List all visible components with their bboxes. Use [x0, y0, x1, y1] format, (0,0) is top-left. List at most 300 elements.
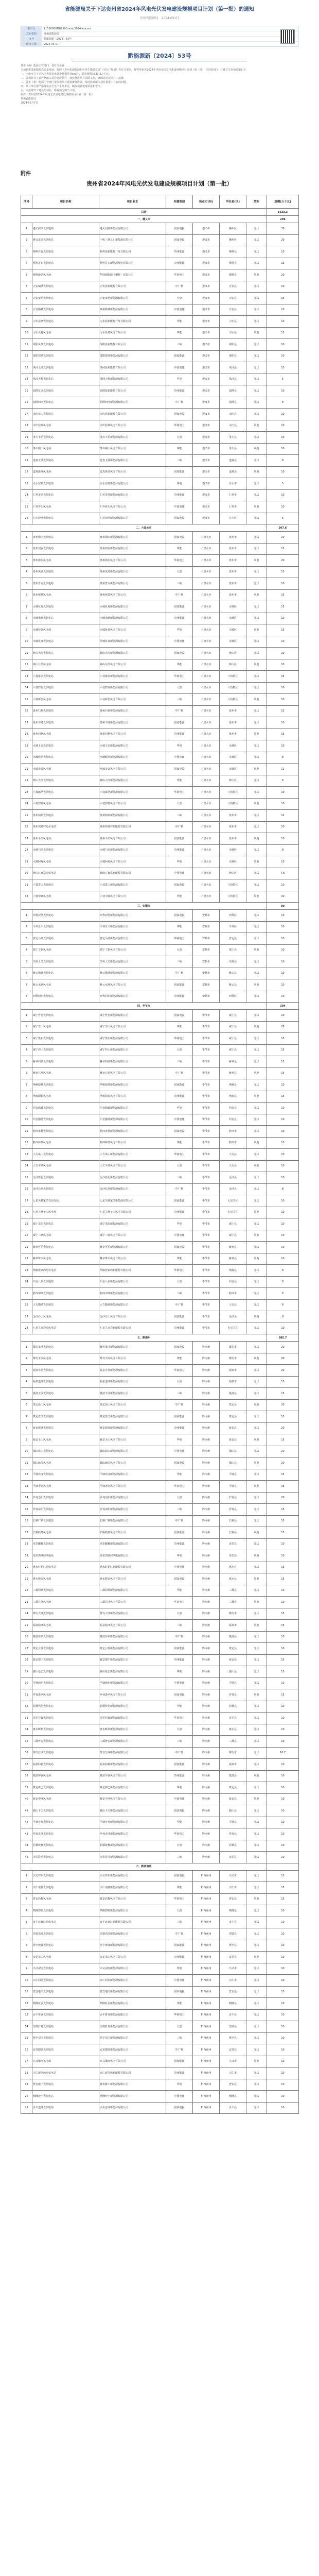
table-cell: 12	[267, 810, 299, 822]
table-cell: 赫章妈姑新能源有限公司	[99, 1056, 166, 1068]
table-cell: 35	[21, 1736, 32, 1748]
table-cell: 威宁哲觉光伏电站	[32, 1010, 99, 1022]
table-cell: 盘州英武新能源有限公司	[99, 566, 166, 578]
table-cell: 21	[21, 1573, 32, 1585]
table-cell: 威宁二塘风电有限公司	[99, 1230, 166, 1242]
table-cell: 8	[21, 304, 32, 316]
table-cell: 国家电投	[166, 879, 193, 891]
table-cell: 中国电建	[166, 2091, 193, 2103]
table-cell: 瓮安玉山风电场	[32, 1434, 99, 1446]
table-cell: 普安楼下新能源有限公司	[99, 2079, 166, 2091]
table-row	[21, 787, 299, 799]
table-cell: 黔南州	[193, 1446, 220, 1458]
table-row	[21, 694, 299, 706]
table-cell: 10	[267, 944, 299, 956]
table-cell: 惠水断杉光伏电站	[32, 1724, 99, 1736]
table-cell: 瓮安县	[220, 1434, 246, 1446]
table-cell: 中广核	[166, 968, 193, 979]
table-cell: 瓮安中坪风电场	[32, 1793, 99, 1805]
table-cell: 国家能源	[166, 466, 193, 478]
table-cell: 黔南州	[193, 1492, 220, 1504]
table-cell: 贵州能源	[166, 1323, 193, 1334]
table-cell: 光伏	[246, 1852, 267, 1863]
table-cell: 15	[267, 671, 299, 683]
table-cell: 七星关区	[220, 1323, 246, 1334]
table-cell: 三都县	[220, 1736, 246, 1748]
table-cell: 中广核	[166, 2044, 193, 2056]
qr-code-icon	[280, 29, 295, 44]
table-cell: 黔南州	[193, 1538, 220, 1550]
table-cell: 风电	[246, 798, 267, 810]
table-cell: 兴义泥凼新能源有限公司	[99, 1963, 166, 1975]
table-cell: 盘州市	[220, 810, 246, 822]
table-cell: 金沙岩孔新能源有限公司	[99, 1172, 166, 1184]
table-cell: 15	[267, 1091, 299, 1103]
table-cell: 光伏	[246, 2079, 267, 2091]
table-cell: 黔西南州	[193, 2032, 220, 2044]
table-cell: 大唐	[166, 2021, 193, 2033]
table-cell: 水城米箩新能源有限公司	[99, 613, 166, 624]
table-cell: 独山基长光伏电站	[32, 1666, 99, 1678]
table-row	[21, 1870, 299, 1882]
table-cell: 26	[21, 821, 32, 833]
table-cell: 10	[267, 1759, 299, 1771]
table-cell: 10	[21, 636, 32, 648]
table-cell: 10	[267, 648, 299, 659]
table-cell: 10	[267, 1905, 299, 1917]
table-cell: 8	[267, 844, 299, 856]
table-cell: 瓮安建中新能源有限公司	[99, 1654, 166, 1666]
table-cell: 大唐	[166, 1492, 193, 1504]
table-cell: 2	[21, 921, 32, 933]
table-cell: 国家能源	[166, 1940, 193, 1952]
table-cell: 10	[267, 1963, 299, 1975]
table-cell: 西秀区	[220, 910, 246, 922]
table-cell: 3	[21, 1365, 32, 1377]
table-cell: 福泉仙桥光伏电站	[32, 1759, 99, 1771]
table-cell: 龙里洗马光伏电站	[32, 1852, 99, 1863]
table-cell: 湄潭县新能源有限公司	[99, 385, 166, 397]
table-cell: 华电	[166, 478, 193, 490]
table-cell: 六枝特区	[220, 787, 246, 799]
table-cell: 10	[267, 910, 299, 922]
table-cell: 黔南州	[193, 1701, 220, 1713]
table-cell: 钟山区	[220, 648, 246, 659]
table-row	[21, 1376, 299, 1388]
table-cell: 国家电投	[166, 1242, 193, 1253]
table-cell: 威宁县	[220, 1010, 246, 1022]
table-cell: 威宁炉山光伏电站	[32, 1044, 99, 1056]
table-cell: 中国电建	[166, 501, 193, 513]
table-cell: 正安瑞溪光伏电站	[32, 281, 99, 293]
table-cell: 光伏	[246, 258, 267, 269]
table-cell: 毕节市	[193, 1323, 220, 1334]
table-cell: 光伏	[246, 455, 267, 467]
table-row	[21, 1067, 299, 1079]
table-cell: 长顺代化新能源有限公司	[99, 1701, 166, 1713]
table-cell: 15	[21, 385, 32, 397]
table-cell: 普安高棉风电有限公司	[99, 1893, 166, 1905]
table-cell: 龙里县	[220, 1852, 246, 1863]
table-row	[21, 1550, 299, 1562]
table-cell: 8	[21, 1091, 32, 1103]
table-cell: 大唐	[166, 1044, 193, 1056]
table-cell: 21	[21, 1242, 32, 1253]
table-cell: 威宁县	[220, 1230, 246, 1242]
table-row	[21, 1770, 299, 1782]
column-header: 类型	[246, 195, 267, 209]
table-cell: 惠水县	[220, 1562, 246, 1573]
table-cell: 福泉市	[220, 1365, 246, 1377]
table-cell: 福泉陆坪风电场	[32, 1620, 99, 1632]
table-row	[21, 443, 299, 455]
table-cell: 西秀旧州新能源有限公司	[99, 991, 166, 1003]
table-cell: 兴仁回龙新能源有限公司	[99, 1975, 166, 1987]
table-cell: 黔西林泉风电场	[32, 1137, 99, 1149]
table-cell: 30	[21, 868, 32, 879]
table-cell: 中广核	[166, 1299, 193, 1311]
table-cell: 纳雍县	[220, 1265, 246, 1277]
table-cell: 威宁炉山新能源有限公司	[99, 1044, 166, 1056]
table-cell: 盘州四格风电有限公司	[99, 728, 166, 740]
table-cell: 光伏	[246, 489, 267, 501]
table-cell: 10	[267, 281, 299, 293]
table-cell: 国家能源	[166, 601, 193, 613]
table-row	[21, 1666, 299, 1678]
table-cell: 钟山汪家寨光伏电站	[32, 868, 99, 879]
table-cell: 10	[267, 350, 299, 362]
table-cell: 赫章县	[220, 1242, 246, 1253]
table-cell: 水城勺米新能源有限公司	[99, 844, 166, 856]
table-cell: 威宁县	[220, 1021, 246, 1033]
table-cell: 33	[21, 1713, 32, 1724]
table-cell: 10	[267, 694, 299, 706]
table-cell: 华润电力	[166, 269, 193, 281]
table-cell: 国家能源	[166, 1079, 193, 1091]
table-cell: 风电	[246, 1550, 267, 1562]
table-cell: 15	[267, 1067, 299, 1079]
table-cell: 贞丰县	[220, 2009, 246, 2021]
table-cell: 黔西南州	[193, 2009, 220, 2021]
table-cell: 风电	[246, 1021, 267, 1033]
table-cell: 4	[21, 1376, 32, 1388]
table-cell: 威宁黑石光伏电站	[32, 1033, 99, 1045]
table-cell: 10	[267, 2067, 299, 2079]
table-cell: 13	[21, 1149, 32, 1161]
table-cell: 光伏	[246, 234, 267, 246]
table-cell: 正安县	[220, 293, 246, 304]
table-cell: 盘州市	[220, 555, 246, 567]
table-cell: 华能	[166, 659, 193, 671]
table-cell: 光伏	[246, 513, 267, 524]
table-cell: 荔波玉屏新能源有限公司	[99, 1388, 166, 1400]
table-cell: 10	[267, 304, 299, 316]
table-cell: 六枝落别光伏电站	[32, 671, 99, 683]
table-row	[21, 1126, 299, 1138]
table-cell: 2	[21, 1021, 32, 1033]
table-row	[21, 659, 299, 671]
table-cell: 10	[267, 420, 299, 432]
table-cell: 10	[267, 2056, 299, 2067]
table-cell: 汇川区	[220, 513, 246, 524]
table-cell: 15	[21, 694, 32, 706]
table-row	[21, 1817, 299, 1828]
table-cell: 华润电力	[166, 1597, 193, 1608]
table-cell: 钟山汪家寨新能源有限公司	[99, 868, 166, 879]
table-cell: 湄潭复兴光伏电站	[32, 385, 99, 397]
table-cell: 华能	[166, 1469, 193, 1481]
notice-paragraph: 三、各市（州）能源主管部门要加强项目建设统筹协调，及时协调解决项目推进中存在的问题。	[21, 81, 129, 84]
table-cell: 大方县	[220, 1160, 246, 1172]
table-cell: 大唐	[166, 1905, 193, 1917]
table-cell: 毕节市	[193, 1126, 220, 1138]
table-row	[21, 223, 299, 235]
table-cell: 光伏	[246, 682, 267, 694]
table-row	[21, 1311, 299, 1323]
table-cell: 国家电投	[166, 409, 193, 420]
table-cell: 15	[267, 589, 299, 601]
table-cell: 黔西市	[220, 1288, 246, 1300]
table-cell: 遵义市	[193, 478, 220, 490]
table-cell: 六盘水市	[193, 833, 220, 845]
table-cell: 10	[267, 659, 299, 671]
table-cell: 织金县	[220, 1103, 246, 1114]
table-cell: 独山下司新能源有限公司	[99, 1805, 166, 1817]
table-cell: 14	[21, 682, 32, 694]
table-cell: 安龙德卧光伏电站	[32, 2044, 99, 2056]
table-row	[21, 798, 299, 810]
table-cell: 风电	[246, 728, 267, 740]
group-name: 五、黔南州	[21, 1334, 267, 1342]
table-cell: 惠水摆金风电有限公司	[99, 1573, 166, 1585]
table-cell: 黔南州	[193, 1550, 220, 1562]
table-cell: 六盘水市	[193, 566, 220, 578]
table-cell: 华能	[166, 316, 193, 328]
table-row	[21, 1114, 299, 1126]
table-cell: 光伏	[246, 933, 267, 945]
table-row	[21, 1033, 299, 1045]
table-cell: 2	[21, 1882, 32, 1894]
table-cell: 15	[267, 1608, 299, 1620]
table-cell: 13	[21, 1481, 32, 1493]
table-cell: 风电	[246, 856, 267, 868]
table-cell: 23	[21, 1597, 32, 1608]
table-cell: 望谟乐旺新能源有限公司	[99, 1928, 166, 1940]
table-cell: 11	[21, 1458, 32, 1469]
table-cell: 光伏	[246, 578, 267, 590]
table-cell: 国家电投	[166, 1342, 193, 1353]
table-cell: 黔南州	[193, 1411, 220, 1423]
table-cell: 14	[21, 1160, 32, 1172]
table-cell: 六盘水市	[193, 543, 220, 555]
table-row	[21, 543, 299, 555]
table-cell: 光伏	[246, 1388, 267, 1400]
table-cell: 中广核	[166, 589, 193, 601]
table-cell: 中国电建	[166, 636, 193, 648]
group-total	[267, 1863, 299, 1870]
table-cell: 中广核	[166, 1183, 193, 1195]
table-cell: 荔波玉屏光伏电站	[32, 1388, 99, 1400]
table-cell: 大唐	[166, 1276, 193, 1288]
table-cell: 光伏	[246, 1299, 267, 1311]
table-cell: 9	[21, 1103, 32, 1114]
table-cell: 光伏	[246, 717, 267, 729]
table-row	[21, 374, 299, 385]
table-cell: 大唐	[166, 1840, 193, 1852]
table-cell: 六盘水市	[193, 694, 220, 706]
table-cell: 8	[21, 613, 32, 624]
notice-paragraph: 为加快推进新能源高质量发展，按照《贵州省新能源和可再生能源发展“十四五”规划》等有关要求，现将贵州省2024年风电光伏发电建设规模项目计划（第一批）下达给你们，并就有关事项通知如下：	[21, 69, 249, 72]
table-cell: 黔西南州	[193, 2067, 220, 2079]
table-cell: 29	[21, 1666, 32, 1678]
table-cell: 10	[267, 1172, 299, 1184]
info-row	[21, 42, 298, 47]
table-cell: 17	[21, 2056, 32, 2067]
table-cell: 25	[21, 501, 32, 513]
table-cell: 六盘水市	[193, 787, 220, 799]
table-cell: 6	[21, 1399, 32, 1411]
group-total: 296	[267, 216, 299, 223]
table-cell: 大方羊场风电有限公司	[99, 1160, 166, 1172]
table-row	[21, 1689, 299, 1701]
table-cell: 10	[267, 921, 299, 933]
table-cell: 黔西南州	[193, 2079, 220, 2091]
table-cell: 仁怀市	[220, 489, 246, 501]
table-cell: 盘州石桥光伏电站	[32, 705, 99, 717]
table-cell: 8	[21, 991, 32, 1003]
table-row	[21, 2032, 299, 2044]
table-row	[21, 2091, 299, 2103]
table-cell: 华电	[166, 1666, 193, 1678]
table-cell: 安顺市	[193, 956, 220, 968]
table-cell: 桐梓新站风电场	[32, 269, 99, 281]
table-cell: 关岭县	[220, 956, 246, 968]
table-cell: 遵义市	[193, 432, 220, 444]
table-cell: 4	[21, 566, 32, 578]
table-cell: 务川县	[220, 432, 246, 444]
table-cell: 12	[21, 1469, 32, 1481]
table-cell: 9	[21, 1434, 32, 1446]
table-cell: 平塘县	[220, 1677, 246, 1689]
table-cell: 10	[267, 466, 299, 478]
notice-paragraph: 各市（州）能源主管部门，各有关企业：	[21, 64, 67, 67]
table-cell: 27	[21, 833, 32, 845]
table-cell: 7	[21, 1079, 32, 1091]
table-cell: 10	[267, 362, 299, 374]
table-cell: 六枝特区	[220, 798, 246, 810]
table-cell: 遵义市	[193, 304, 220, 316]
table-cell: 龙里洗马新能源有限公司	[99, 1852, 166, 1863]
table-cell: 仁怀喜头风电有限公司	[99, 501, 166, 513]
table-cell: 长顺县	[220, 1527, 246, 1539]
table-cell: 七星关燕子口风电场	[32, 1207, 99, 1218]
table-cell: 普安县	[220, 1893, 246, 1905]
table-cell: 15	[267, 1515, 299, 1527]
table-row	[21, 1299, 299, 1311]
table-cell: 黔南州	[193, 1585, 220, 1597]
table-cell: 10	[267, 1643, 299, 1655]
table-cell: 水城米箩光伏电站	[32, 613, 99, 624]
table-cell: 12	[21, 1998, 32, 2010]
table-cell: 光伏	[246, 1631, 267, 1643]
table-cell: 15	[267, 1620, 299, 1632]
table-row	[21, 613, 299, 624]
table-cell: 贵定盘江新能源有限公司	[99, 1411, 166, 1423]
table-cell: 六枝新窑风电有限公司	[99, 694, 166, 706]
table-cell: 国家能源	[166, 1643, 193, 1655]
table-cell: 光伏	[246, 2067, 267, 2079]
table-cell: 六枝特区	[220, 682, 246, 694]
table-cell: 桐梓县	[220, 258, 246, 269]
table-row	[21, 1353, 299, 1365]
table-cell: 水城金盆风电场	[32, 764, 99, 775]
table-row	[21, 1481, 299, 1493]
table-cell: 普安县	[220, 2079, 246, 2091]
table-cell: 水城区	[220, 624, 246, 636]
table-row	[21, 752, 299, 764]
table-cell: 16	[21, 397, 32, 409]
table-cell: 光伏	[246, 740, 267, 752]
table-cell: 习水县	[220, 316, 246, 328]
table-cell: 20	[21, 1230, 32, 1242]
table-cell: 西秀旧州光伏电站	[32, 991, 99, 1003]
table-cell: 长顺广顺新能源有限公司	[99, 1515, 166, 1527]
table-cell: 平塘者密风电有限公司	[99, 1481, 166, 1493]
table-cell: 15	[267, 624, 299, 636]
table-cell: 华电	[166, 1782, 193, 1794]
table-cell: 盘州市	[220, 833, 246, 845]
table-row	[21, 1585, 299, 1597]
table-cell: 10.7	[267, 1747, 299, 1759]
table-cell: 瓮安银盏新能源有限公司	[99, 1422, 166, 1434]
table-cell: 光伏	[246, 2032, 267, 2044]
table-cell: 10	[267, 613, 299, 624]
table-row	[21, 1137, 299, 1149]
table-cell: 风电	[246, 1253, 267, 1265]
table-cell: 光伏	[246, 1114, 267, 1126]
table-cell: 盘州保田光伏电站	[32, 532, 99, 544]
table-cell: 遵义市	[193, 293, 220, 304]
table-cell: 六盘水市	[193, 798, 220, 810]
table-cell: 六盘水市	[193, 856, 220, 868]
table-cell: 光伏	[246, 1928, 267, 1940]
table-cell: 织金八步光伏电站	[32, 1276, 99, 1288]
table-cell: 威宁哲觉新能源有限公司	[99, 1010, 166, 1022]
table-cell: 惠水县	[220, 1724, 246, 1736]
table-cell: 威宁二塘风电场	[32, 1230, 99, 1242]
table-row	[21, 1608, 299, 1620]
table-cell: 4	[21, 1905, 32, 1917]
table-cell: 国家能源	[166, 1527, 193, 1539]
table-row	[21, 385, 299, 397]
table-cell: 罗甸沫阳新能源有限公司	[99, 1504, 166, 1516]
table-row	[21, 1504, 299, 1516]
table-cell: 龙里醒狮新能源有限公司	[99, 1538, 166, 1550]
table-cell: 晴隆县	[220, 2091, 246, 2103]
table-cell: 风电	[246, 443, 267, 455]
table-cell: 毕节市	[193, 1195, 220, 1207]
table-cell: 都匀江洲新能源有限公司	[99, 1747, 166, 1759]
table-cell: 10	[267, 1538, 299, 1550]
table-cell: 光伏	[246, 1446, 267, 1458]
table-cell: 16	[21, 1183, 32, 1195]
table-cell: 兴义市	[220, 1963, 246, 1975]
table-cell: 贞丰鲁容新能源有限公司	[99, 2009, 166, 2021]
table-cell: 盘州鸡场坪光伏电站	[32, 821, 99, 833]
table-cell: 10	[267, 432, 299, 444]
table-cell: 华润电力	[166, 2009, 193, 2021]
table-cell: 光伏	[246, 478, 267, 490]
